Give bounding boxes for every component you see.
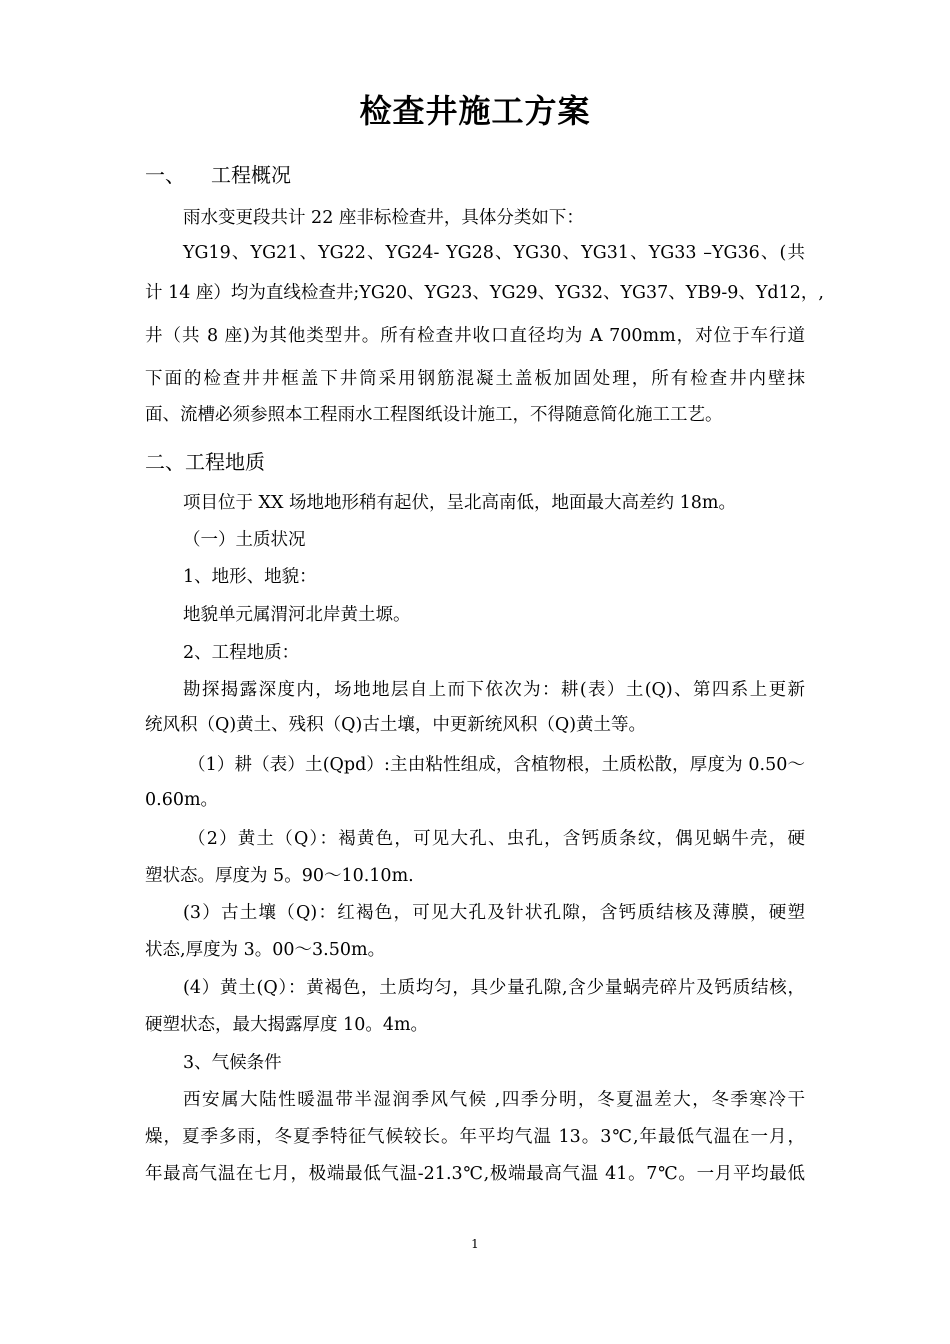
section-title: 工程概况 [211, 163, 291, 187]
paragraph-line: 塑状态。厚度为 5。90～10.10m. [145, 866, 414, 886]
subheading: 3、气候条件 [183, 1053, 282, 1073]
paragraph-line: (4）黄土(Q）：黄褐色，土质均匀，具少量孔隙,含少量蜗壳碎片及钙质结核， [183, 978, 805, 998]
paragraph-line: 年最高气温在七月，极端最低气温-21.3℃,极端最高气温 41。7℃。一月平均最低 [145, 1164, 805, 1184]
paragraph-line: 状态,厚度为 3。00～3.50m。 [145, 940, 386, 960]
section-heading-geology: 二、工程地质 [145, 450, 265, 474]
subheading: 2、工程地质： [183, 643, 300, 663]
paragraph-line: 井（共 8 座)为其他类型井。所有检查井收口直径均为 A 700mm，对位于车行道 [145, 326, 805, 346]
section-heading-overview [145, 159, 291, 188]
paragraph-line: 西安属大陆性暖温带半湿润季风气候 ,四季分明，冬夏温差大，冬季寒冷干 [183, 1090, 805, 1110]
paragraph-line: 统风积（Q)黄土、残积（Q)古土壤，中更新统风积（Q)黄土等。 [145, 715, 647, 735]
paragraph-line: 下面的检查井井框盖下井筒采用钢筋混凝土盖板加固处理，所有检查井内壁抹 [145, 369, 805, 389]
paragraph-line: 雨水变更段共计 22 座非标检查井，具体分类如下： [183, 208, 584, 228]
subheading: 1、地形、地貌： [183, 567, 317, 587]
paragraph-line: (3）古土壤（Q)：红褐色，可见大孔及针状孔隙，含钙质结核及薄膜，硬塑 [183, 903, 805, 923]
paragraph-line: （1）耕（表）土(Qpd）:主由粘性组成，含植物根，土质松散，厚度为 0.50～ [188, 755, 805, 775]
paragraph-line: YG19、YG21、YG22、YG24- YG28、YG30、YG31、YG33 –YG36、(共 [183, 243, 805, 263]
paragraph-line: 燥，夏季多雨，冬夏季特征气候较长。年平均气温 13。3℃,年最低气温在一月， [145, 1127, 805, 1147]
paragraph-line: 面、流槽必须参照本工程雨水工程图纸设计施工，不得随意简化施工工艺。 [145, 405, 723, 425]
paragraph-line: 硬塑状态，最大揭露厚度 10。4m。 [145, 1015, 429, 1035]
document-title: 检查井施工方案 [359, 92, 591, 130]
paragraph-line: （2）黄土（Q）：褐黄色，可见大孔、虫孔，含钙质条纹，偶见蜗牛壳，硬 [188, 829, 805, 849]
page-number: 1 [471, 1237, 479, 1251]
section-number: 一、 [145, 163, 185, 187]
subheading: （一）土质状况 [183, 530, 306, 550]
paragraph-line: 勘探揭露深度内，场地地层自上而下依次为：耕(表）土(Q)、第四系上更新 [183, 680, 805, 700]
paragraph-line: 计 14 座）均为直线检查井;YG20、YG23、YG29、YG32、YG37、YB9-9、Yd12，, [145, 283, 824, 303]
paragraph-line: 地貌单元属渭河北岸黄土塬。 [183, 605, 411, 625]
paragraph-line: 项目位于 XX 场地地形稍有起伏，呈北高南低，地面最大高差约 18m。 [183, 493, 736, 513]
paragraph-line: 0.60m。 [145, 790, 219, 810]
